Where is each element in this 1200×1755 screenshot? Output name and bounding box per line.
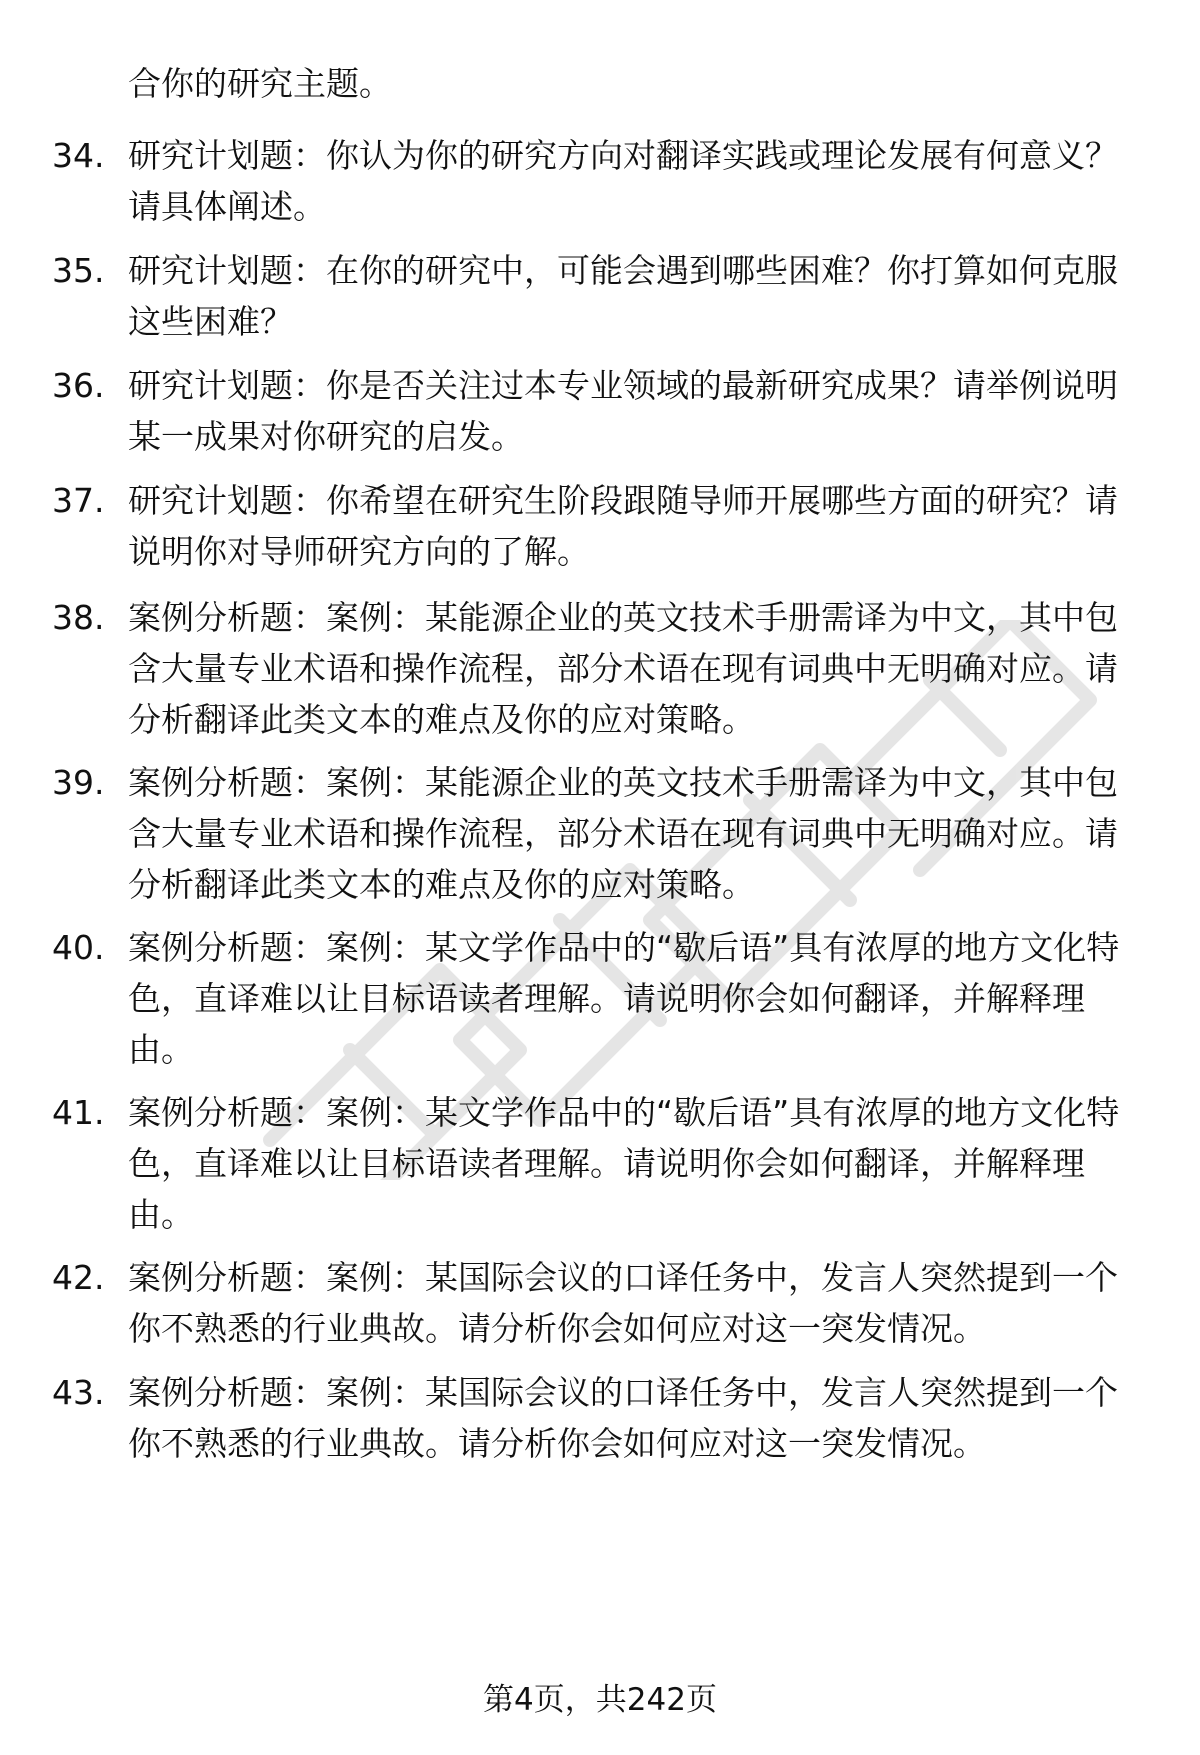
page-footer: 第4页，共242页: [483, 1682, 717, 1718]
item-text: 案例分析题：案例：某能源企业的英文技术手册需译为中文，其中包含大量专业术语和操作流程，部分术语在现有词典中无明确对应。请分析翻译此类文本的难点及你的应对策略。: [128, 763, 1118, 904]
item-number: 41.: [52, 1093, 105, 1132]
item-text: 案例分析题：案例：某文学作品中的“歇后语”具有浓厚的地方文化特色，直译难以让目标语读者理解。请说明你会如何翻译，并解释理由。: [128, 928, 1120, 1069]
item-text: 案例分析题：案例：某国际会议的口译任务中，发言人突然提到一个你不熟悉的行业典故。请分析你会如何应对这一突发情况。: [128, 1373, 1118, 1463]
item-number: 43.: [52, 1373, 105, 1412]
item-text: 研究计划题：你是否关注过本专业领域的最新研究成果？请举例说明某一成果对你研究的启发。: [128, 366, 1118, 456]
item-text: 案例分析题：案例：某国际会议的口译任务中，发言人突然提到一个你不熟悉的行业典故。请分析你会如何应对这一突发情况。: [128, 1258, 1118, 1348]
item-text: 研究计划题：你希望在研究生阶段跟随导师开展哪些方面的研究？请说明你对导师研究方向的了解。: [128, 481, 1118, 571]
item-number: 34.: [52, 136, 105, 175]
item-number: 38.: [52, 598, 105, 637]
item-number: 40.: [52, 928, 105, 967]
item-text: 案例分析题：案例：某文学作品中的“歇后语”具有浓厚的地方文化特色，直译难以让目标语读者理解。请说明你会如何翻译，并解释理由。: [128, 1093, 1120, 1234]
item-number: 39.: [52, 763, 105, 802]
item-text: 研究计划题：你认为你的研究方向对翻译实践或理论发展有何意义？请具体阐述。: [128, 136, 1118, 226]
item-number: 42.: [52, 1258, 105, 1297]
item-text: 案例分析题：案例：某能源企业的英文技术手册需译为中文，其中包含大量专业术语和操作流程，部分术语在现有词典中无明确对应。请分析翻译此类文本的难点及你的应对策略。: [128, 598, 1118, 739]
item-number: 35.: [52, 251, 105, 290]
continuation-text: 合你的研究主题。: [128, 64, 392, 103]
item-number: 37.: [52, 481, 105, 520]
item-text: 研究计划题：在你的研究中，可能会遇到哪些困难？你打算如何克服这些困难？: [128, 251, 1118, 341]
item-number: 36.: [52, 366, 105, 405]
